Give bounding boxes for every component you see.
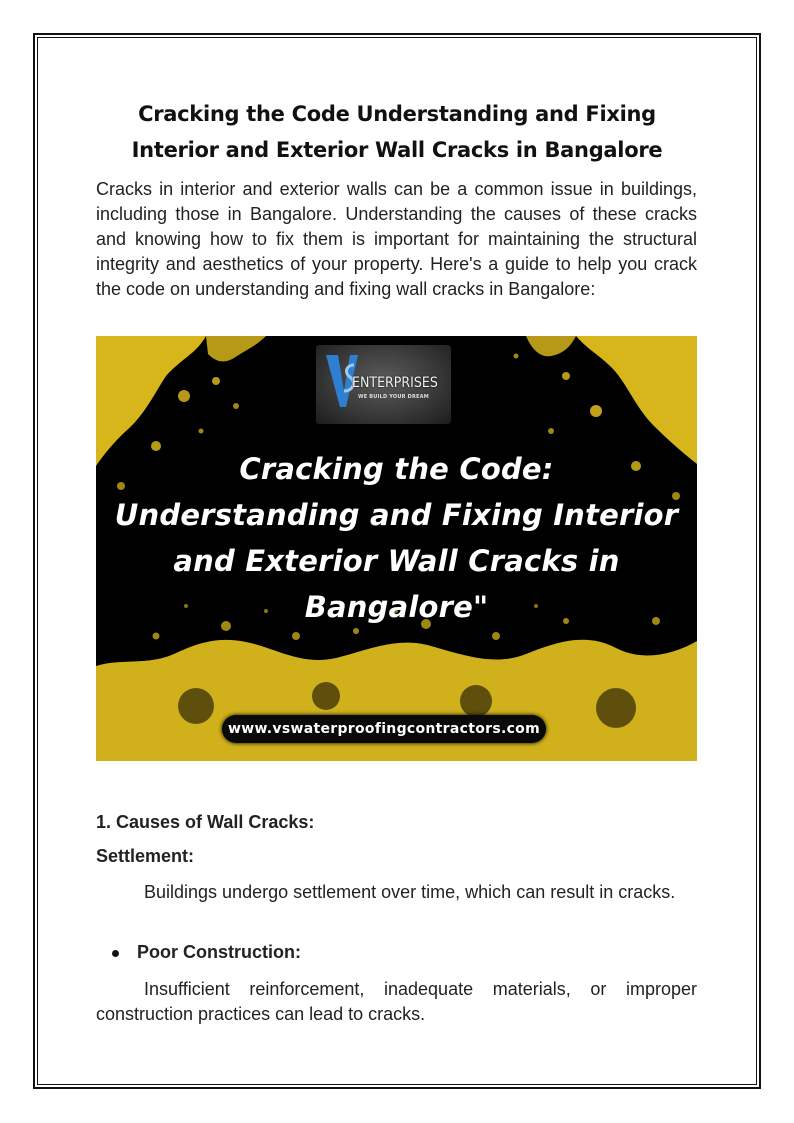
settlement-paragraph: Buildings undergo settlement over time, which can result in cracks. <box>144 882 676 902</box>
banner-heading <box>96 446 697 630</box>
bullet-icon <box>112 950 119 957</box>
logo-tagline: WE BUILD YOUR DREAM <box>358 394 429 400</box>
bullet-item-poor-construction <box>112 942 301 963</box>
intro-paragraph: Cracks in interior and exterior walls can be a common issue in buildings, including those in Bangalore. Understanding the causes of these cracks and knowing how to fix them is important for maintaining the structural integrity and aesthetics of your property. Here's a guide to help you crack the code on understanding and fixing wall cracks in Bangalore: <box>96 179 697 299</box>
document-title: Cracking the Code Understanding and Fixing Interior and Exterior Wall Cracks in Bangalore <box>131 102 663 162</box>
banner-heading-line: and Exterior Wall Cracks in <box>173 544 620 578</box>
banner-heading-line: Cracking the Code: <box>239 452 554 486</box>
company-logo <box>316 345 451 424</box>
bullet-label: Poor Construction: <box>137 942 301 962</box>
poor-construction-paragraph: Insufficient reinforcement, inadequate materials, or improper construction practices can lead to cracks. <box>96 979 697 1024</box>
banner-heading-line: Understanding and Fixing Interior <box>114 498 679 532</box>
hero-banner-image <box>96 336 697 761</box>
subheading-settlement: Settlement: <box>96 846 195 866</box>
logo-company-name: ENTERPRISES <box>352 375 438 391</box>
section-heading-causes: 1. Causes of Wall Cracks: <box>96 812 315 832</box>
website-url-badge: www.vswaterproofingcontractors.com <box>222 715 546 743</box>
banner-heading-line: Bangalore" <box>304 590 489 624</box>
